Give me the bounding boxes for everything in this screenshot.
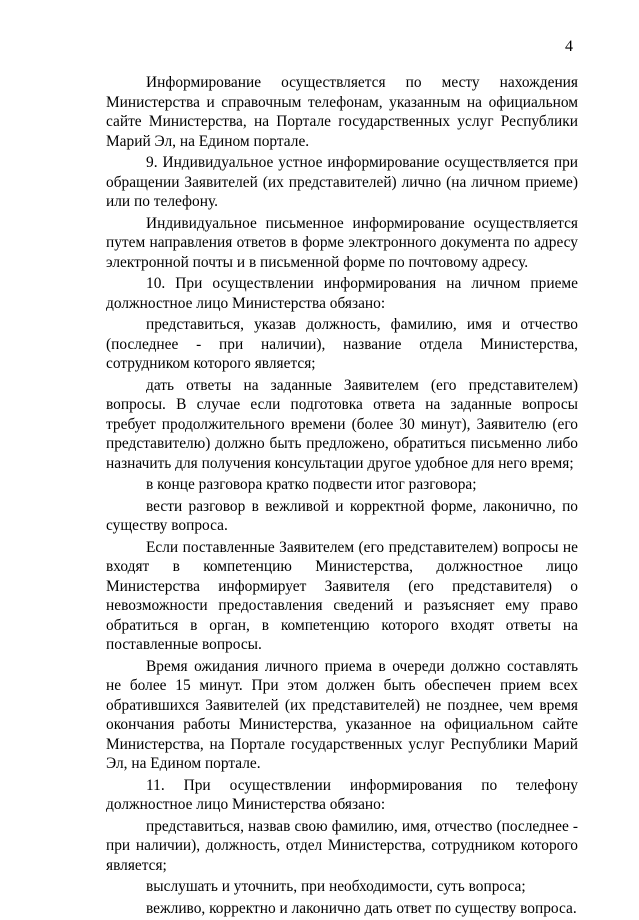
paragraph: Индивидуальное письменное информирование осуществляется путем направления ответов в форме электронного документа по адресу электронной почты и в письменной форме по почтовому адресу. [106,214,578,271]
paragraph: представиться, указав должность, фамилию, имя и отчество (последнее - при наличии), название отдела Министерства, сотрудником которого является; [106,316,578,372]
paragraph: 11. При осуществлении информирования по телефону должностное лицо Министерства обязано: [106,776,578,813]
paragraph: Время ожидания личного приема в очереди должно составлять не более 15 минут. При этом должен быть обеспечен прием всех обратившихся Заявителей (их представителей) не позднее, чем время окончания работы Министерства, указанное на официальном сайте Министерства, на Портале государственных услуг Республики Марий Эл, на Едином портале. [106,657,578,772]
paragraph: в конце разговора кратко подвести итог разговора; [146,476,477,493]
paragraph: Если поставленные Заявителем (его представителем) вопросы не входят в компетенцию Министерства, должностное лицо Министерства информирует Заявителя (его представителя) о невозможности предоставления сведений и разъясняет ему право обратиться в орган, в компетенцию которого входят ответы на поставленные вопросы. [106,538,578,653]
paragraph: дать ответы на заданные Заявителем (его представителем) вопросы. В случае если подготовка ответа на заданные вопросы требует продолжительного времени (более 30 минут), Заявителю (его представителю) должно быть предложено, обратиться письменно либо назначить для получения консультации другое удобное для него время; [106,376,578,472]
paragraph: представиться, назвав свою фамилию, имя, отчество (последнее - при наличии), должность, отдел Министерства, сотрудником которого является; [106,817,578,874]
paragraph: 9. Индивидуальное устное информирование осуществляется при обращении Заявителей (их представителей) лично (на личном приеме) или по телефону. [106,154,578,210]
page-number: 4 [565,38,573,55]
paragraph: Информирование осуществляется по месту нахождения Министерства и справочным телефонам, указанным на официальном сайте Министерства, на Портале государственных услуг Республики Марий Эл, на Едином портале. [106,74,578,150]
document-body [106,73,578,920]
paragraph: вести разговор в вежливой и корректной форме, лаконично, по существу вопроса. [106,497,578,534]
paragraph: 10. При осуществлении информирования на личном приеме должностное лицо Министерства обязано: [106,275,578,312]
paragraph: выслушать и уточнить, при необходимости, суть вопроса; [146,878,526,895]
paragraph: вежливо, корректно и лаконично дать ответ по существу вопроса. [146,899,577,917]
